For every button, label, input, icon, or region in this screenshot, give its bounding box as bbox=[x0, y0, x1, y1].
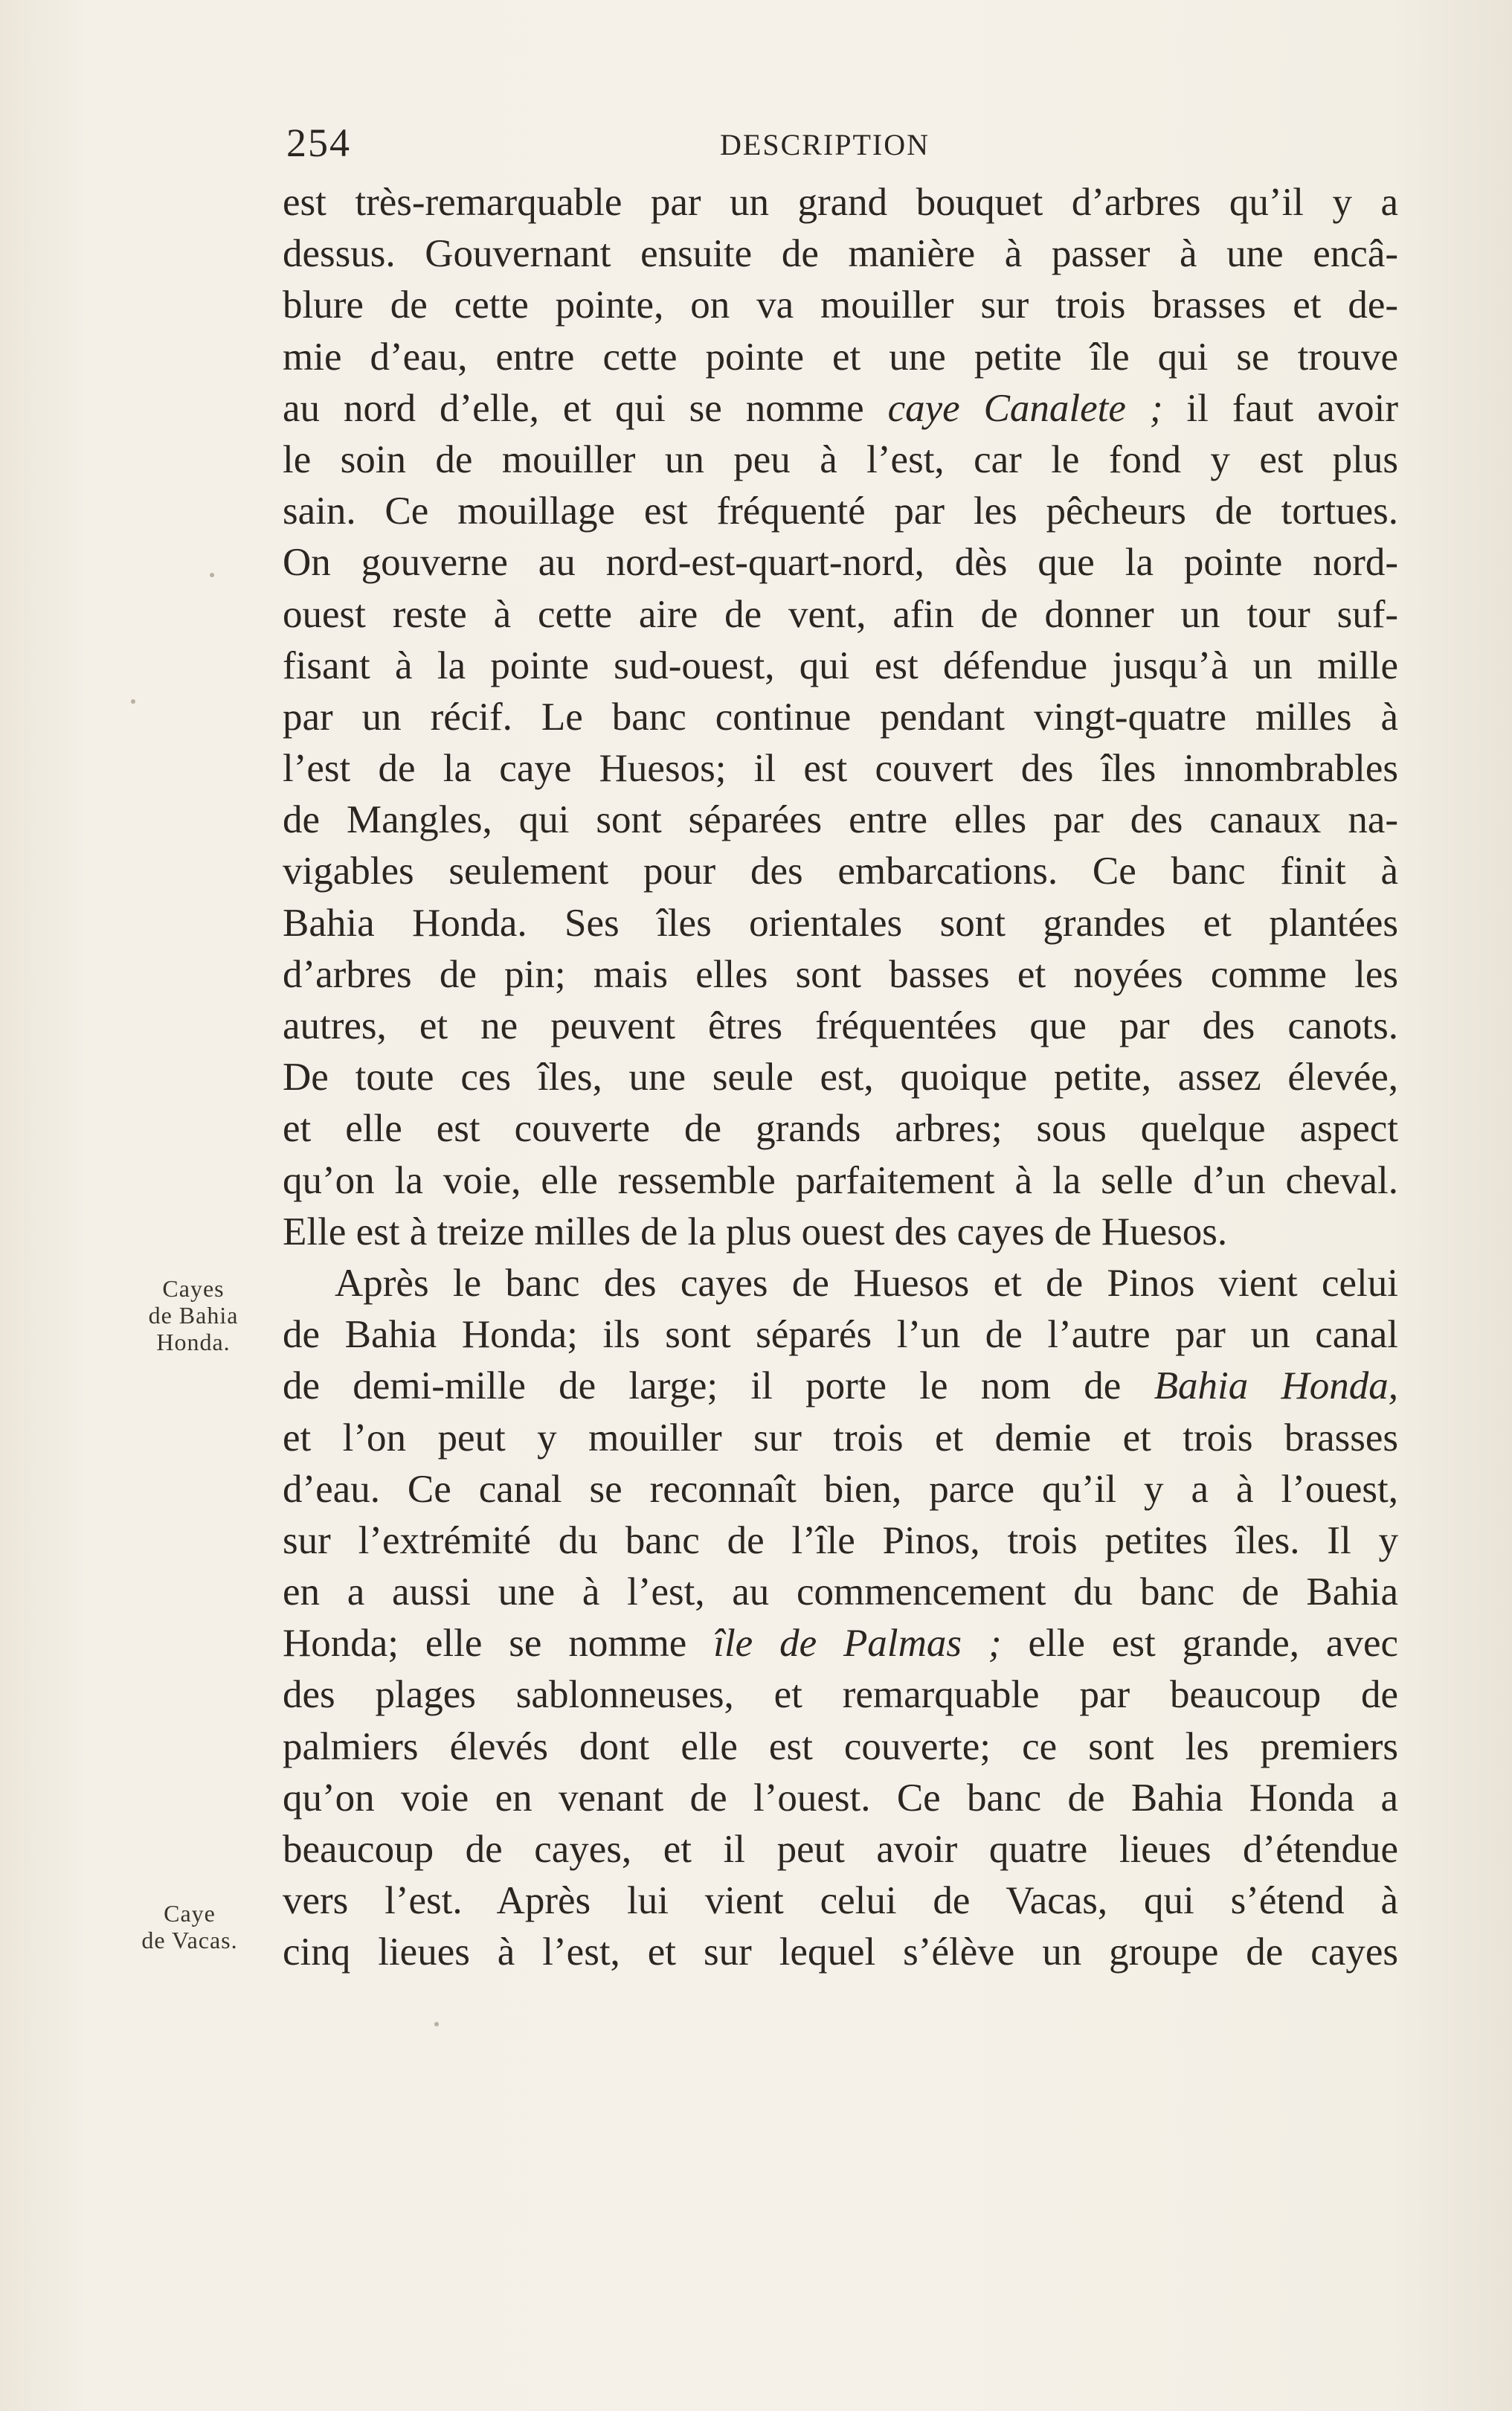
page-number: 254 bbox=[286, 121, 351, 165]
margin-note-cayes-bahia-honda bbox=[108, 1275, 279, 1355]
text-line: blure de cette pointe, on va mouiller sur trois brasses et de- bbox=[283, 283, 1398, 327]
text-line: palmiers élevés dont elle est couverte; ce sont les premiers bbox=[283, 1724, 1398, 1768]
text-line: vigables seulement pour des embarcations. Ce banc finit à bbox=[283, 850, 1398, 893]
text-line: par un récif. Le banc continue pendant vingt-quatre milles à bbox=[283, 695, 1398, 739]
text-line bbox=[283, 383, 1398, 434]
paper-speck bbox=[434, 2022, 439, 2026]
place-name-italic: caye Canalete ; bbox=[887, 386, 1163, 430]
text-segment: de demi-mille de large; il porte le nom de bbox=[283, 1364, 1122, 1408]
text-line: ouest reste à cette aire de vent, afin de donner un tour suf- bbox=[283, 592, 1398, 636]
text-segment: il faut avoir bbox=[1186, 386, 1399, 430]
text-line: qu’on voie en venant de l’ouest. Ce banc de Bahia Honda a bbox=[283, 1776, 1398, 1820]
text-line: beaucoup de cayes, et il peut avoir quatre lieues d’étendue bbox=[283, 1828, 1398, 1871]
text-line: et l’on peut y mouiller sur trois et demie et trois brasses bbox=[283, 1416, 1398, 1460]
text-line: et elle est couverte de grands arbres; sous quelque aspect bbox=[283, 1107, 1398, 1151]
text-segment: elle est grande, avec bbox=[1028, 1622, 1398, 1666]
text-line: de Mangles, qui sont séparées entre elles par des canaux na- bbox=[283, 798, 1398, 842]
margin-note-line: Honda. bbox=[156, 1329, 231, 1355]
text-line: Après le banc des cayes de Huesos et de Pinos vient celui bbox=[335, 1261, 1398, 1305]
text-line: Elle est à treize milles de la plus ouest des cayes de Huesos. bbox=[283, 1210, 1228, 1253]
paper-speck bbox=[210, 573, 214, 577]
text-line: d’arbres de pin; mais elles sont basses et noyées comme les bbox=[283, 952, 1398, 996]
text-line: De toute ces îles, une seule est, quoique petite, assez élevée, bbox=[283, 1056, 1398, 1099]
margin-note-line: Cayes bbox=[162, 1275, 225, 1302]
body-text bbox=[283, 177, 1398, 1979]
text-line: fisant à la pointe sud-ouest, qui est défendue jusqu’à un mille bbox=[283, 643, 1398, 687]
text-line: en a aussi une à l’est, au commencement du banc de Bahia bbox=[283, 1570, 1398, 1614]
text-line: dessus. Gouvernant ensuite de manière à passer à une encâ- bbox=[283, 232, 1398, 276]
margin-note-caye-de-vacas bbox=[104, 1900, 275, 1953]
text-line: On gouverne au nord-est-quart-nord, dès que la pointe nord- bbox=[283, 541, 1398, 585]
place-name-italic: île de Palmas ; bbox=[713, 1622, 1002, 1666]
text-line: sain. Ce mouillage est fréquenté par les pêcheurs de tortues. bbox=[283, 489, 1398, 533]
text-line: d’eau. Ce canal se reconnaît bien, parce qu’il y a à l’ouest, bbox=[283, 1467, 1398, 1511]
text-line: vers l’est. Après lui vient celui de Vacas, qui s’étend à bbox=[283, 1879, 1398, 1923]
text-line: autres, et ne peuvent êtres fréquentées que par des canots. bbox=[283, 1004, 1398, 1047]
text-line: cinq lieues à l’est, et sur lequel s’élève un groupe de cayes bbox=[283, 1930, 1398, 1974]
margin-note-line: Caye bbox=[164, 1900, 216, 1927]
text-line: sur l’extrémité du banc de l’île Pinos, trois petites îles. Il y bbox=[283, 1518, 1398, 1562]
place-name-italic: Bahia Honda, bbox=[1154, 1364, 1399, 1408]
text-line: Bahia Honda. Ses îles orientales sont grandes et plantées bbox=[283, 901, 1398, 945]
text-line: de Bahia Honda; ils sont séparés l’un de l’autre par un canal bbox=[283, 1313, 1398, 1357]
text-line bbox=[283, 1618, 1398, 1669]
margin-note-line: de Vacas. bbox=[141, 1927, 238, 1953]
text-line: qu’on la voie, elle ressemble parfaitement à la selle d’un cheval. bbox=[283, 1158, 1398, 1202]
text-line: est très-remarquable par un grand bouquet d’arbres qu’il y a bbox=[283, 181, 1398, 224]
running-title: DESCRIPTION bbox=[720, 128, 930, 161]
text-line: mie d’eau, entre cette pointe et une petite île qui se trouve bbox=[283, 335, 1398, 379]
text-line: le soin de mouiller un peu à l’est, car le fond y est plus bbox=[283, 437, 1398, 481]
text-line: des plages sablonneuses, et remarquable par beaucoup de bbox=[283, 1673, 1398, 1717]
running-head bbox=[286, 121, 1402, 165]
text-line bbox=[283, 1361, 1398, 1412]
paper-speck bbox=[131, 699, 135, 704]
text-segment: au nord d’elle, et qui se nomme bbox=[283, 386, 864, 430]
text-line: l’est de la caye Huesos; il est couvert des îles innombrables bbox=[283, 747, 1398, 791]
text-segment: Honda; elle se nomme bbox=[283, 1622, 687, 1666]
margin-note-line: de Bahia bbox=[148, 1302, 239, 1329]
